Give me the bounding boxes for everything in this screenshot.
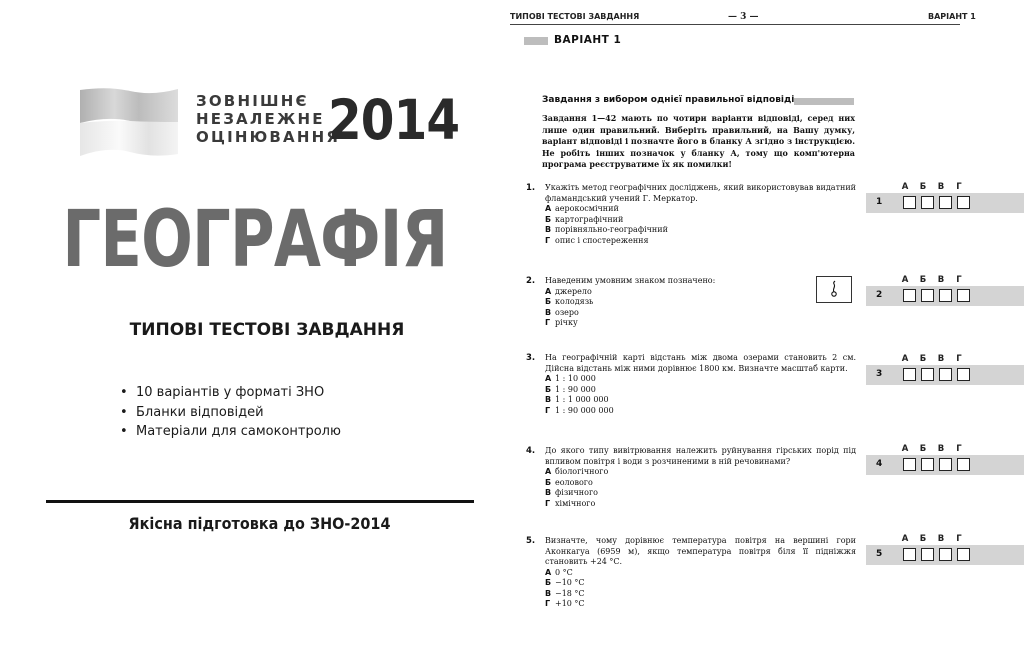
option-letter: А [545, 567, 552, 577]
header-divider [510, 24, 960, 25]
answer-letter: В [937, 182, 945, 192]
option [545, 308, 856, 319]
answer-row [866, 193, 1024, 213]
answer-letter: Г [956, 534, 962, 544]
option-letter: Б [545, 297, 552, 306]
option-letter: Г [545, 405, 551, 415]
answer-checkbox[interactable] [921, 368, 934, 381]
answer-checkbox[interactable] [903, 368, 916, 381]
option [545, 204, 856, 215]
answer-letters [896, 354, 968, 364]
option [545, 395, 856, 406]
answer-letter: А [901, 275, 909, 285]
answer-letter: Б [919, 444, 927, 454]
answer-checkbox[interactable] [921, 548, 934, 561]
tagline-text: Якісна підготовка до ЗНО-2014 [129, 514, 391, 533]
answer-checkbox[interactable] [921, 196, 934, 209]
option-text: річку [555, 318, 578, 327]
spring-symbol-icon [817, 277, 851, 302]
option-letter: В [545, 395, 552, 404]
answer-letters [896, 444, 968, 454]
option-text: колодязь [555, 297, 594, 306]
answer-letter: А [901, 444, 909, 454]
answer-letters [896, 534, 968, 544]
question-text: Визначте, чому дорівнює температура повітря на вершині гори Аконкагуа (6959 м), якщо температура повітря біля її підніжжя становить +24 °С. [545, 536, 856, 566]
option-letter: А [545, 467, 552, 476]
option-text: 1 : 10 000 [555, 374, 596, 383]
variant-marker [524, 37, 548, 45]
brand-logo-text [196, 92, 340, 146]
option-text: −10 °С [555, 578, 585, 587]
option-text: джерело [555, 286, 592, 296]
option-letter: В [545, 588, 552, 598]
option-letter: Г [545, 498, 551, 508]
subject-text: ГЕОГРАФІЯ [62, 195, 448, 285]
question-number: 4. [526, 446, 536, 456]
cover-subtitle: ТИПОВІ ТЕСТОВІ ЗАВДАННЯ [129, 320, 405, 340]
answer-letter: А [901, 354, 909, 364]
option-text: 1 : 1 000 000 [555, 395, 609, 404]
question-number: 2. [526, 276, 536, 286]
answer-row [866, 286, 1024, 306]
brand-line: ОЦІНЮВАННЯ [196, 128, 341, 146]
variant-title: ВАРІАНТ 1 [554, 34, 622, 46]
cover-bullet: • Бланки відповідей [120, 403, 341, 423]
answer-letter: Б [919, 275, 927, 285]
answer-letter: Г [956, 182, 962, 192]
question [526, 536, 856, 610]
option [545, 318, 856, 329]
test-page [510, 0, 1024, 661]
answer-checkbox[interactable] [957, 458, 970, 471]
option-letter: Б [545, 384, 552, 394]
answer-row-number: 4 [876, 459, 883, 469]
option [545, 488, 856, 499]
question-options [545, 374, 856, 416]
question-number: 5. [526, 536, 536, 546]
answer-letter: А [901, 534, 909, 544]
cover-page [0, 0, 510, 661]
option-text: опис і спостереження [555, 235, 649, 245]
question-text: До якого типу вивітрювання належить руйнування гірських порід під впливом повітря і води з розчиненими в ній речовинами? [545, 446, 856, 466]
answer-row-number: 1 [876, 197, 883, 207]
answer-checkbox[interactable] [957, 368, 970, 381]
answer-row-number: 2 [876, 290, 883, 300]
option [545, 478, 856, 489]
question-number: 1. [526, 183, 536, 193]
answer-letter: В [937, 534, 945, 544]
brand-line: ЗОВНІШНЄ [196, 92, 309, 110]
question-options [545, 467, 856, 509]
option-text: озеро [555, 307, 579, 317]
instructions: Завдання 1—42 мають по чотири варіанти відповіді, серед них лише один правильний. Виберіть правильний, на Вашу думку, варіант відповіді і позначте його в бланку А згідно з інструкцією. Не робіть інших позначок у бланку А, тому що комп'ютерна програма реєструватиме їх як помилки! [542, 113, 855, 169]
question [526, 276, 856, 329]
answer-letter: А [901, 182, 909, 192]
option-letter: Б [545, 477, 552, 487]
option-letter: Г [545, 599, 551, 608]
option [545, 236, 856, 247]
option-text: фізичного [555, 488, 598, 497]
question [526, 183, 856, 246]
answer-row-number: 3 [876, 369, 883, 379]
map-symbol-figure [816, 276, 852, 303]
option-letter: В [545, 225, 552, 234]
option-text: 0 °С [555, 567, 573, 577]
option [545, 406, 856, 417]
answer-checkbox[interactable] [939, 548, 952, 561]
question-number: 3. [526, 353, 536, 363]
answer-checkbox[interactable] [939, 289, 952, 302]
answer-letters [896, 275, 968, 285]
cover-divider [46, 500, 474, 503]
answer-checkbox[interactable] [939, 368, 952, 381]
option-letter: А [545, 286, 552, 296]
answer-letter: Г [956, 354, 962, 364]
ukraine-flag-icon [78, 86, 180, 158]
answer-row [866, 455, 1024, 475]
cover-year: 2014 [328, 88, 460, 152]
option [545, 578, 856, 589]
option [545, 499, 856, 510]
question-options [545, 568, 856, 610]
option [545, 568, 856, 579]
option-text: +10 °С [555, 599, 585, 608]
cover-bullet: • 10 варіантів у форматі ЗНО [120, 383, 341, 403]
answer-checkbox[interactable] [921, 289, 934, 302]
option-letter: А [545, 374, 552, 383]
cover-bullet-list [120, 383, 341, 442]
option [545, 589, 856, 600]
option [545, 467, 856, 478]
cover-bullet: • Матеріали для самоконтролю [120, 422, 341, 442]
option-text: еолового [555, 477, 593, 487]
answer-letter: Б [919, 534, 927, 544]
option-letter: Б [545, 214, 552, 224]
answer-letters [896, 182, 968, 192]
option-letter: Г [545, 318, 551, 327]
option [545, 215, 856, 226]
answer-checkbox[interactable] [903, 548, 916, 561]
answer-checkbox[interactable] [957, 548, 970, 561]
answer-letter: В [937, 444, 945, 454]
question-text: Наведеним умовним знаком позначено: [545, 276, 716, 285]
answer-row [866, 545, 1024, 565]
answer-checkbox[interactable] [903, 196, 916, 209]
option-text: біологічного [555, 467, 609, 476]
option [545, 297, 856, 308]
question [526, 446, 856, 509]
answer-checkbox[interactable] [939, 196, 952, 209]
answer-checkbox[interactable] [921, 458, 934, 471]
cover-tagline [0, 514, 520, 533]
answer-checkbox[interactable] [957, 196, 970, 209]
question-options [545, 287, 856, 329]
option-text: 1 : 90 000 000 [555, 405, 614, 415]
option-letter: В [545, 488, 552, 497]
running-header-title: ТИПОВІ ТЕСТОВІ ЗАВДАННЯ [510, 12, 640, 21]
option-letter: В [545, 307, 552, 317]
option [545, 225, 856, 236]
answer-checkbox[interactable] [957, 289, 970, 302]
option [545, 599, 856, 610]
option-text: картографічний [555, 214, 624, 224]
answer-row [866, 365, 1024, 385]
brand-line: НЕЗАЛЕЖНЕ [196, 110, 325, 128]
option-text: аерокосмічний [555, 204, 619, 213]
answer-letter: Г [956, 444, 962, 454]
cover-subject-title [0, 195, 510, 285]
option-text: порівняльно-географічний [555, 225, 668, 234]
question-text: На географічній карті відстань між двома озерами становить 2 см. Дійсна відстань між ними дорівнює 1800 км. Визначте масштаб карти. [545, 353, 856, 373]
answer-letter: Б [919, 182, 927, 192]
answer-letter: Г [956, 275, 962, 285]
running-header-variant: ВАРІАНТ 1 [928, 12, 976, 21]
section-title: Завдання з вибором однієї правильної відповіді [542, 95, 795, 105]
answer-checkbox[interactable] [903, 289, 916, 302]
answer-row-number: 5 [876, 549, 883, 559]
option [545, 287, 856, 298]
answer-letter: В [937, 275, 945, 285]
option-text: хімічного [555, 498, 596, 508]
option-letter: Б [545, 578, 552, 587]
option-text: −18 °С [555, 588, 585, 598]
option-text: 1 : 90 000 [555, 384, 596, 394]
page-number: — 3 — [728, 12, 759, 22]
answer-letter: Б [919, 354, 927, 364]
question-options [545, 204, 856, 246]
option [545, 374, 856, 385]
option [545, 385, 856, 396]
question-text: Укажіть метод географічних досліджень, який використовував видатний фламандський учений Г. Меркатор. [545, 183, 856, 203]
answer-checkbox[interactable] [903, 458, 916, 471]
section-marker [794, 98, 854, 105]
answer-letter: В [937, 354, 945, 364]
question [526, 353, 856, 416]
option-letter: Г [545, 235, 551, 245]
option-letter: А [545, 204, 552, 213]
answer-checkbox[interactable] [939, 458, 952, 471]
